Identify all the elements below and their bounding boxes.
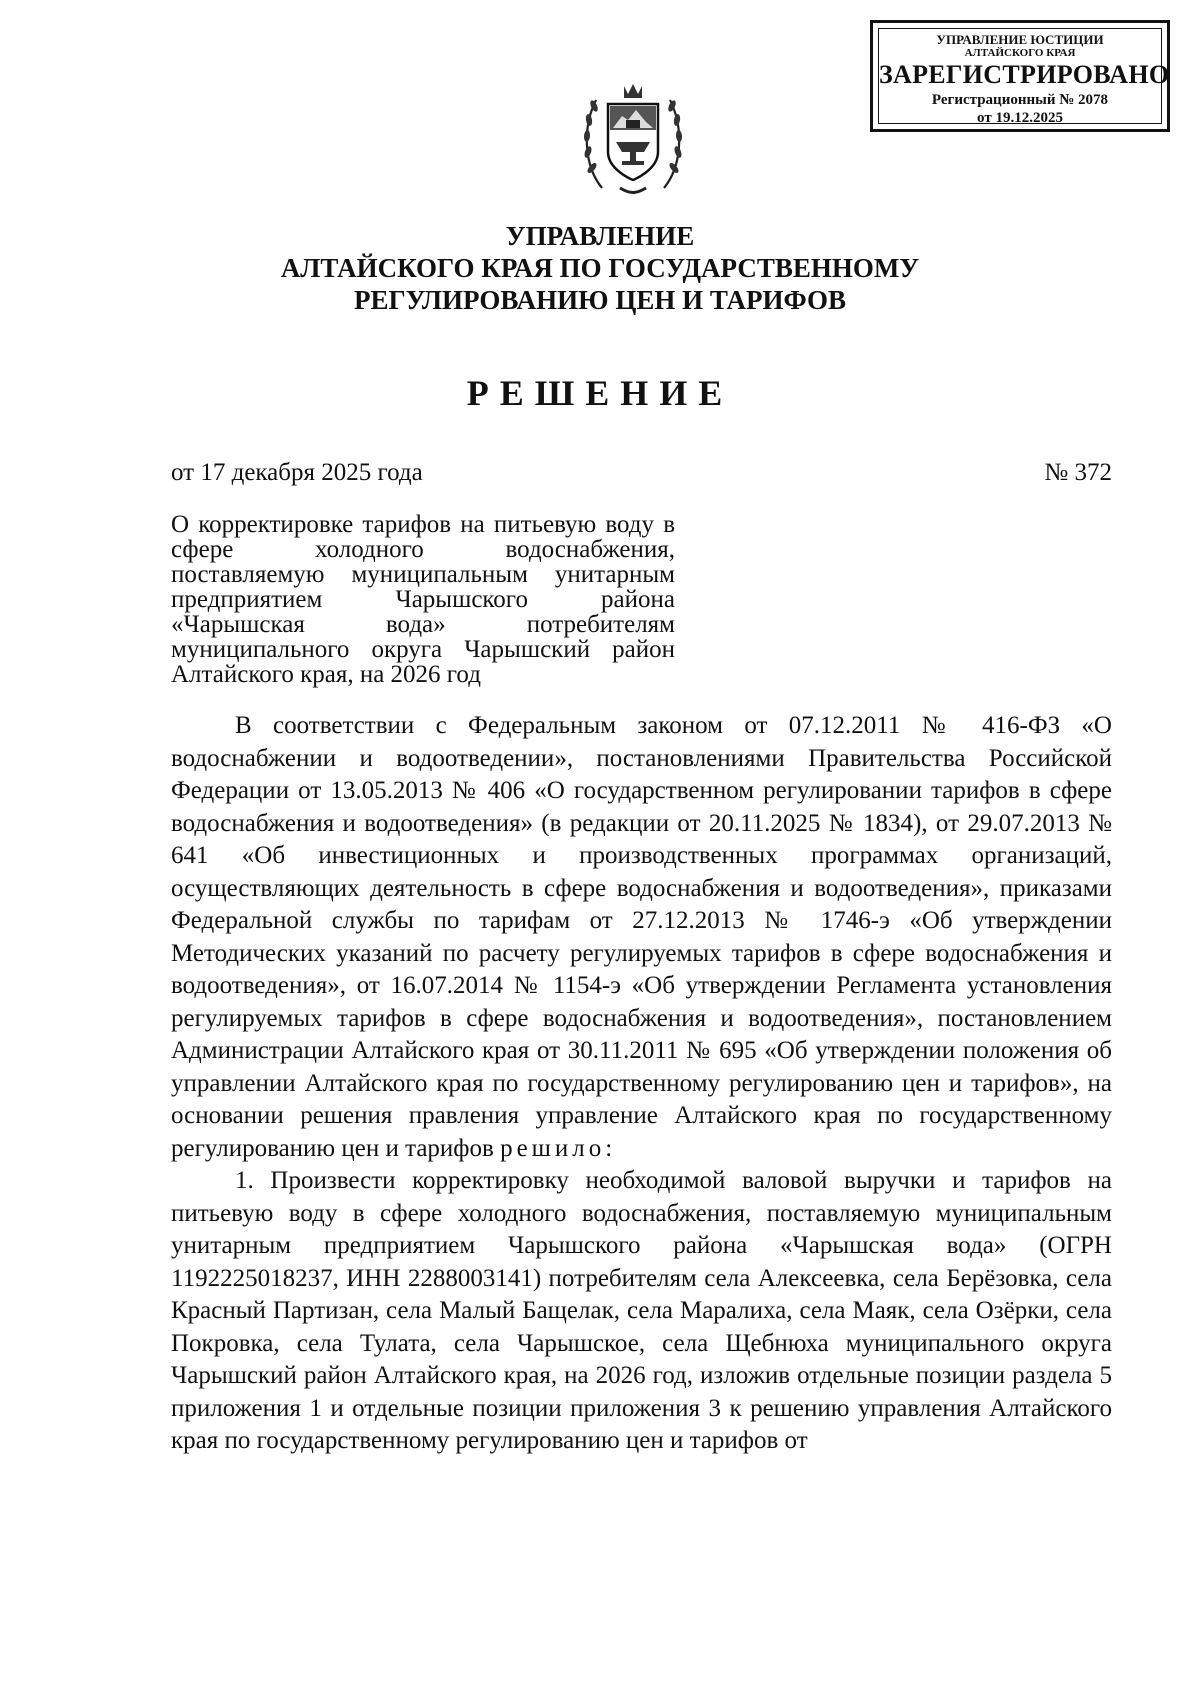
paragraph-1-text: В соответствии с Федеральным законом от 07.12.2011 № 416-ФЗ «О водоснабжении и водоотведении», постановлениями Правительства Российской Федерации от 13.05.2013 № 406 «О государственном регулировании тарифов в сфере водоснабжения и водоотведения» (в редакции от 20.11.2025 № 1834), от 29.07.2013 № 641 «Об инвестиционных и производственных программах организаций, осуществляющих деятельность в сфере водоснабжения и водоотведения», приказами Федеральной службы по тарифам от 27.12.2013 № 1746-э «Об утверждении Методических указаний по расчету регулируемых тарифов в сфере водоснабжения и водоотведения», от 16.07.2014 № 1154-э «Об утверждении Регламента установления регулируемых тарифов в сфере водоснабжения и водоотведения», постановлением Администрации Алтайского края от 30.11.2011 № 695 «Об утверждении положения об управлении Алтайского края по государственному регулированию цен и тарифов», на основании решения правления управление Алтайского края по государственному регулированию цен и тарифов — [171, 712, 1112, 1162]
document-date: от 17 декабря 2025 года — [171, 459, 423, 486]
coat-of-arms-icon — [580, 76, 686, 206]
stamp-status: ЗАРЕГИСТРИРОВАНО — [879, 60, 1170, 89]
stamp-reg-date: от 19.12.2025 — [977, 110, 1063, 126]
body-paragraph-1 — [171, 710, 1112, 1165]
document-number: № 372 — [1044, 459, 1112, 486]
stamp-reg-number: Регистрационный № 2078 — [931, 92, 1109, 108]
issuer-header — [200, 220, 1000, 316]
body-paragraph-2: 1. Произвести корректировку необходимой валовой выручки и тарифов на питьевую воду в сфере холодного водоснабжения, поставляемую муниципальным унитарным предприятием Чарышского района «Чарышская вода» (ОГРН 1192225018237, ИНН 2288003141) потребителям села Алексеевка, села Берёзовка, села Красный Партизан, села Малый Бащелак, села Маралиха, села Маяк, села Озёрки, села Покровка, села Тулата, села Чарышское, села Щебнюха муниципального округа Чарышский район Алтайского края, на 2026 год, изложив отдельные позиции раздела 5 приложения 1 и отдельные позиции приложения 3 к решению управления Алтайского края по государственному регулированию цен и тарифов от — [171, 1167, 1112, 1454]
header-line1: УПРАВЛЕНИЕ — [505, 221, 695, 251]
stamp-inner-frame — [878, 28, 1170, 126]
stamp-agency-line1: УПРАВЛЕНИЕ ЮСТИЦИИ — [936, 32, 1104, 47]
stamp-agency-line2: АЛТАЙСКОГО КРАЯ — [964, 47, 1076, 59]
registration-stamp — [870, 20, 1170, 132]
header-line3: РЕГУЛИРОВАНИЮ ЦЕН И ТАРИФОВ — [353, 285, 847, 315]
document-subject: О корректировке тарифов на питьевую воду в сфере холодного водоснабжения, поставляемую муниципальным унитарным предприятием Чарышского района «Чарышская вода» потребителям муниципального округа Чарышский район Алтайского края, на 2026 год — [171, 511, 675, 688]
document-title: РЕШЕНИЕ — [466, 373, 734, 413]
document-body — [171, 710, 1112, 1458]
date-number-line — [171, 458, 1112, 488]
header-line2: АЛТАЙСКОГО КРАЯ ПО ГОСУДАРСТВЕННОМУ — [280, 253, 920, 283]
decided-word: решило: — [500, 1134, 617, 1162]
